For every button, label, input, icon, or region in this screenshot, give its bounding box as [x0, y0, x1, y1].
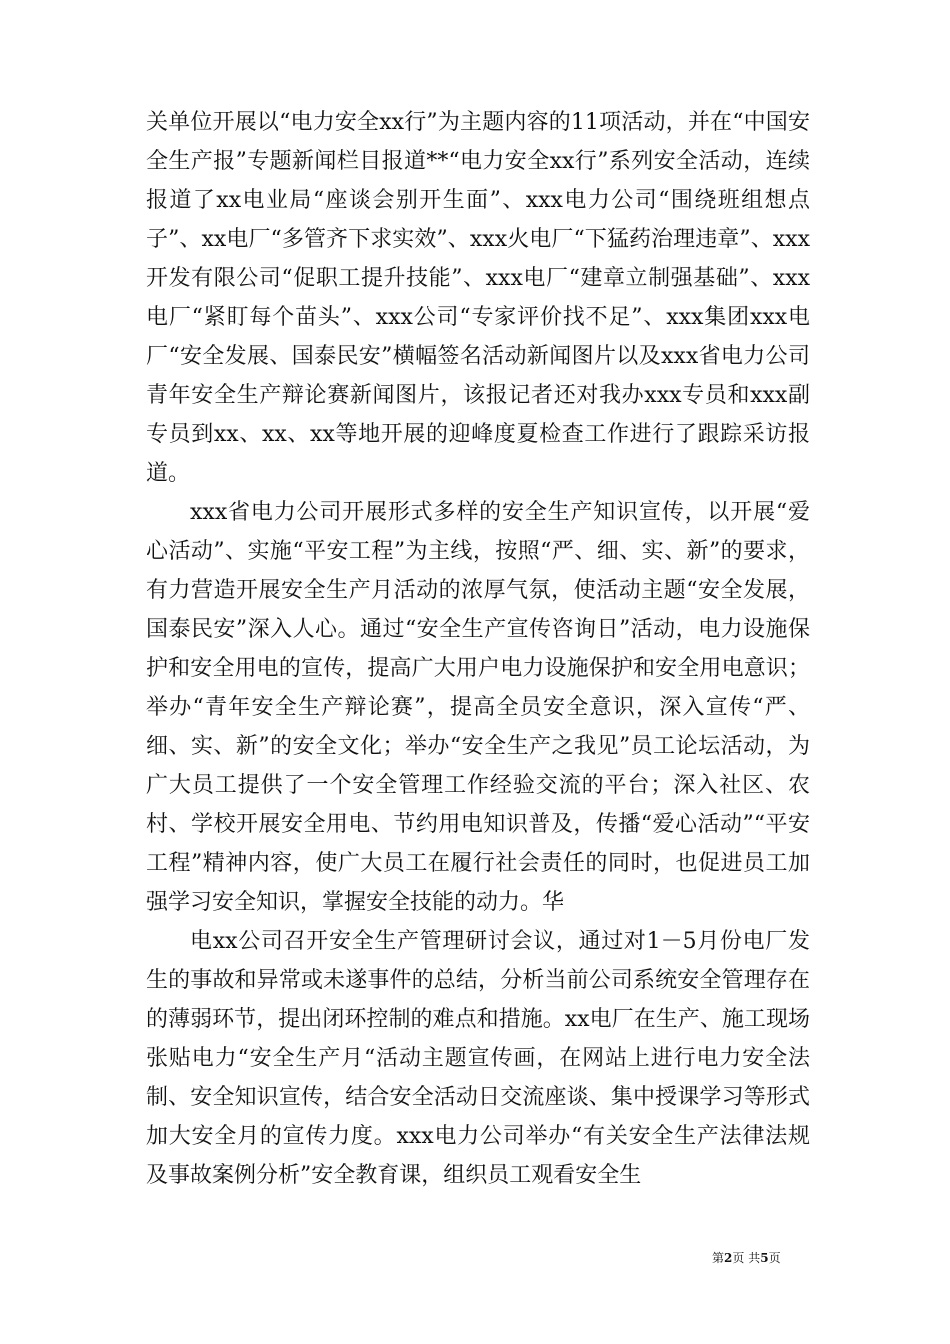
footer-suffix: 页 [768, 1251, 781, 1265]
total-pages-number: 5 [760, 1251, 769, 1265]
current-page-number: 2 [724, 1251, 733, 1265]
paragraph-3: 电xx公司召开安全生产管理研讨会议，通过对1－5月份电厂发生的事故和异常或未遂事件的总结，分析当前公司系统安全管理存在的薄弱环节，提出闭环控制的难点和措施。xx电厂在生产、施工现场张贴电力“安全生产月“活动主题宣传画，在网站上进行电力安全法制、安全知识宣传，结合安全活动日交流座谈、集中授课学习等形式加大安全月的宣传力度。xxx电力公司举办“有关安全生产法律法规及事故案例分析”安全教育课，组织员工观看安全生 [146, 929, 810, 1188]
paragraph-1: 关单位开展以“电力安全xx行”为主题内容的11项活动，并在“中国安全生产报”专题新闻栏目报道**“电力安全xx行”系列安全活动，连续报道了xx电业局“座谈会别开生面”、xxx电力公司“围绕班组想点子”、xx电厂“多管齐下求实效”、xxx火电厂“下猛药治理违章”、xxx开发有限公司“促职工提升技能”、xxx电厂“建章立制强基础”、xxx电厂“紧盯每个苗头”、xxx公司“专家评价找不足”、xxx集团xxx电厂“安全发展、国泰民安”横幅签名活动新闻图片以及xxx省电力公司青年安全生产辩论赛新闻图片，该报记者还对我办xxx专员和xxx副专员到xx、xx、xx等地开展的迎峰度夏检查工作进行了跟踪采访报道。 [146, 110, 810, 486]
paragraph-2: xxx省电力公司开展形式多样的安全生产知识宣传，以开展“爱心活动”、实施“平安工程”为主线，按照“严、细、实、新”的要求，有力营造开展安全生产月活动的浓厚气氛，使活动主题“安全发展，国泰民安”深入人心。通过“安全生产宣传咨询日”活动，电力设施保护和安全用电的宣传，提高广大用户电力设施保护和安全用电意识；举办“青年安全生产辩论赛”，提高全员安全意识，深入宣传“严、细、实、新”的安全文化；举办“安全生产之我见”员工论坛活动，为广大员工提供了一个安全管理工作经验交流的平台；深入社区、农村、学校开展安全用电、节约用电知识普及，传播“爱心活动”“平安工程”精神内容，使广大员工在履行社会责任的同时，也促进员工加强学习安全知识，掌握安全技能的动力。华 [146, 500, 810, 915]
page-number-footer [712, 1250, 781, 1266]
body-text [146, 103, 810, 1195]
footer-prefix: 第 [712, 1251, 725, 1265]
footer-middle: 页 共 [732, 1251, 761, 1265]
